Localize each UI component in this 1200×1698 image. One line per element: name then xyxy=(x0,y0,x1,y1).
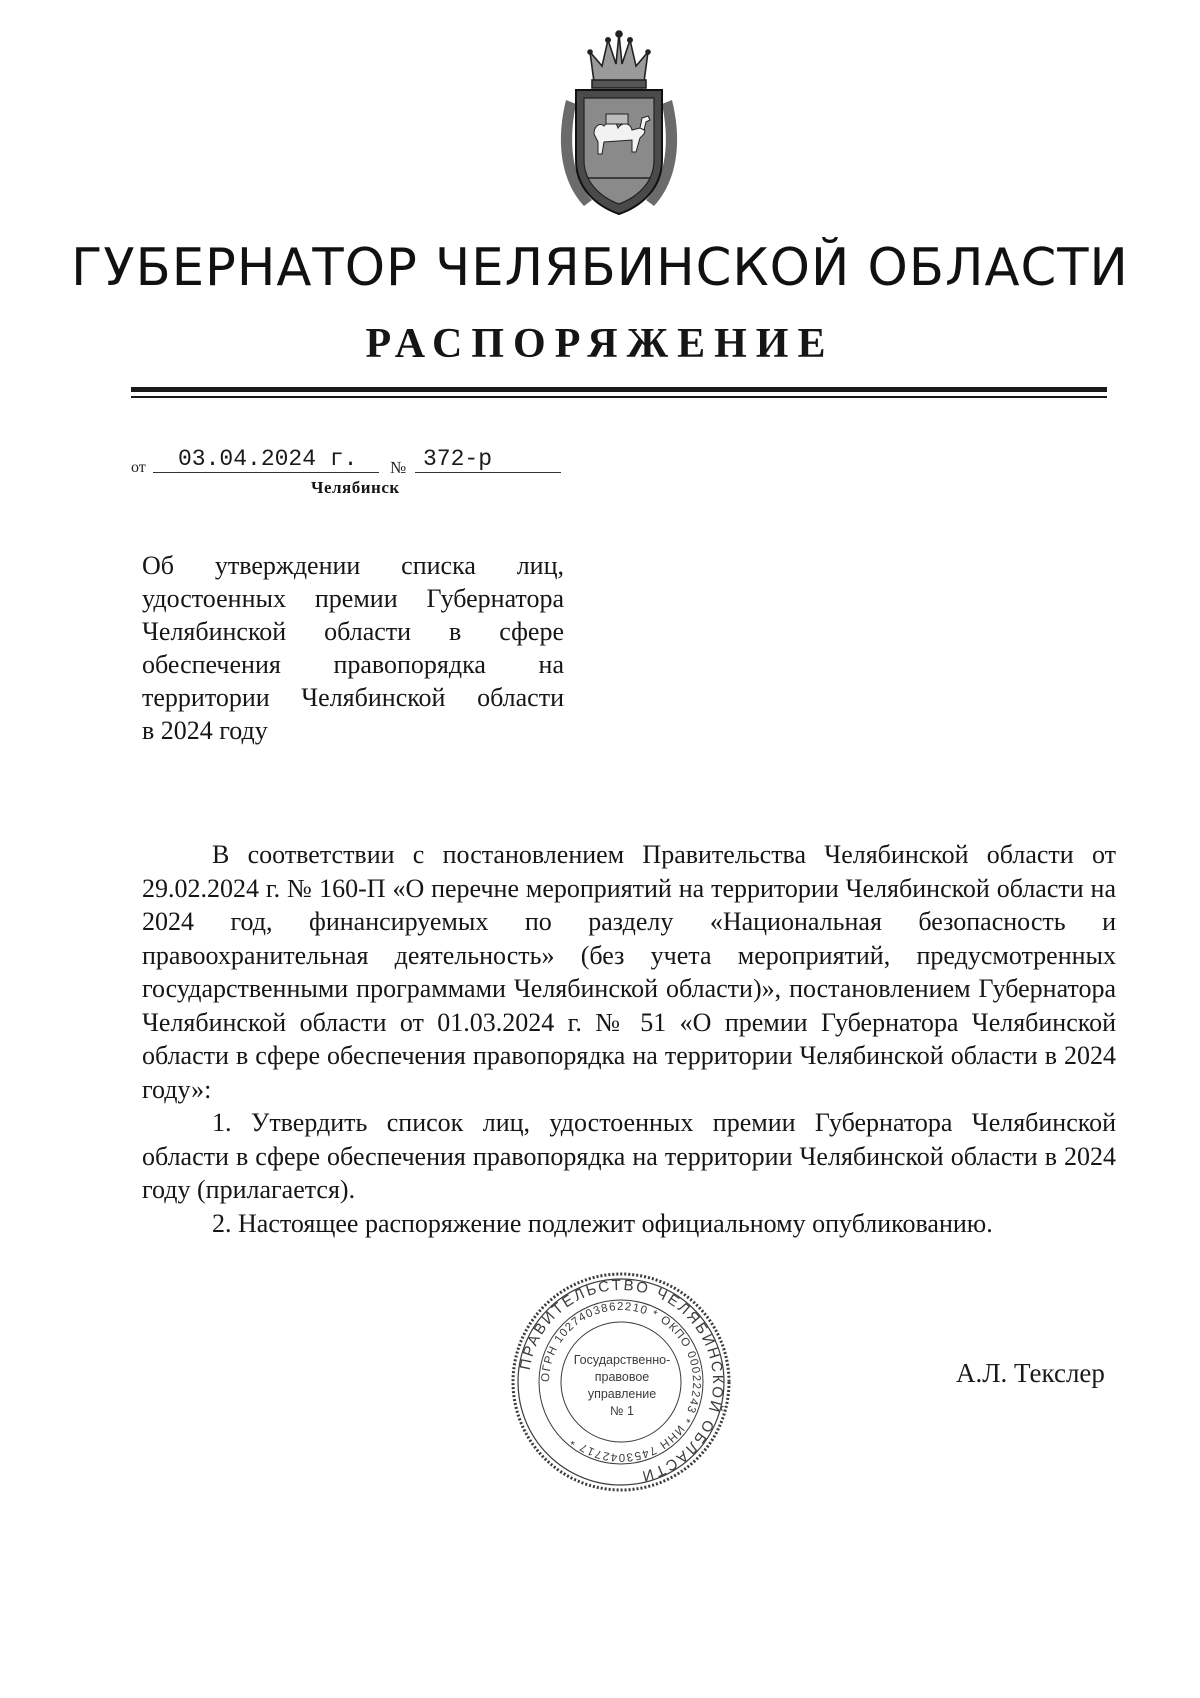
preamble-paragraph: В соответствии с постановлением Правительства Челябинской области от 29.02.2024 г. № 160-П «О перечне мероприятий на территории Челябинской области на 2024 год, финансируемых по разделу «Национальная безопасность и правоохранительная деятельность» (без учета мероприятий, предусмотренных государственными программами Челябинской области)», постановлением Губернатора Челябинской области от 01.03.2024 г. № 51 «О премии Губернатора Челябинской области в сфере обеспечения правопорядка на территории Челябинской области в 2024 году»: xyxy=(142,840,1116,1104)
header-rule-thick xyxy=(131,387,1107,392)
clause-1: 1. Утвердить список лиц, удостоенных премии Губернатора Челябинской области в сфере обеспечения правопорядка на территории Челябинской области в 2024 году (прилагается). xyxy=(142,1108,1116,1204)
document-number: 372-р xyxy=(423,446,493,472)
city-label: Челябинск xyxy=(311,478,400,497)
document-type-heading: РАСПОРЯЖЕНИЕ xyxy=(365,321,835,367)
stamp-center-line: Государственно- xyxy=(573,1353,671,1367)
document-subject xyxy=(142,549,564,747)
subject-line: удостоенных премии Губернатора xyxy=(142,584,564,613)
subject-line: обеспечения правопорядка на xyxy=(142,650,564,679)
document-date: 03.04.2024 г. xyxy=(178,446,358,472)
stamp-center-line: № 1 xyxy=(610,1404,634,1418)
subject-line: в 2024 году xyxy=(142,716,268,745)
signatory-name: А.Л. Текслер xyxy=(956,1358,1105,1388)
coat-of-arms-emblem xyxy=(554,30,684,218)
number-sign-label: № xyxy=(390,458,407,477)
subject-line: территории Челябинской области xyxy=(142,683,564,712)
stamp-inner-text: ОГРН 1027403862210 * ОКПО 00022243 * ИНН 7453042717 * xyxy=(539,1300,703,1464)
subject-line: Об утверждении списка лиц, xyxy=(142,551,564,580)
clause-2: 2. Настоящее распоряжение подлежит официальному опубликованию. xyxy=(212,1208,993,1238)
stamp-center-line: правовое xyxy=(594,1370,650,1384)
date-underline xyxy=(153,472,379,473)
header-rule-thin xyxy=(131,396,1107,398)
date-prefix-label: от xyxy=(131,459,146,476)
subject-line: Челябинской области в сфере xyxy=(142,617,564,646)
stamp-outer-text: ПРАВИТЕЛЬСТВО ЧЕЛЯБИНСКОЙ ОБЛАСТИ xyxy=(516,1276,727,1485)
stamp-center-text xyxy=(572,1352,672,1420)
authority-title: ГУБЕРНАТОР ЧЕЛЯБИНСКОЙ ОБЛАСТИ xyxy=(71,238,1129,298)
number-underline xyxy=(415,472,561,473)
stamp-center-line: управление xyxy=(587,1387,657,1401)
document-body xyxy=(142,838,1116,1240)
